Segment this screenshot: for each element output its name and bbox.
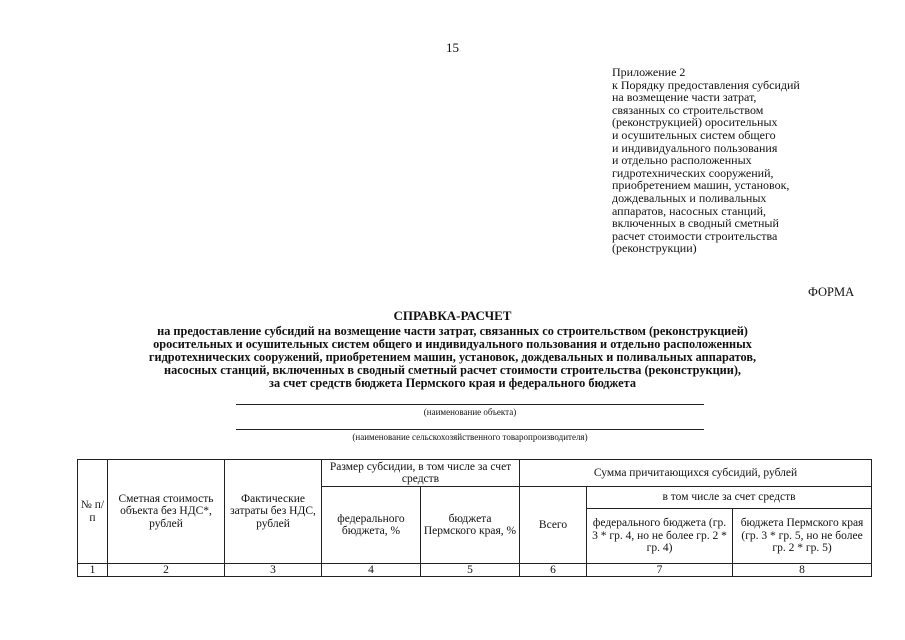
subtitle-line: на предоставление субсидий на возмещение части затрат, связанных со строительством (реконструкцией) [157, 324, 748, 338]
header-regional-amount: бюджета Пермского края (гр. 3 * гр. 5, но не более гр. 2 * гр. 5) [733, 509, 872, 564]
appendix-line: и осушительных систем общего [612, 127, 776, 142]
column-number: 3 [225, 564, 322, 577]
header-federal-percent: федерального бюджета, % [322, 487, 421, 564]
subtitle-line: за счет средств бюджета Пермского края и федерального бюджета [269, 376, 636, 390]
header-actual-costs: Фактические затраты без НДС, рублей [225, 460, 322, 564]
header-including-sources: в том числе за счет средств [587, 487, 872, 509]
document-subtitle [60, 325, 845, 390]
header-regional-percent: бюджета Пермского края, % [421, 487, 520, 564]
header-subsidy-size: Размер субсидии, в том числе за счет средств [322, 460, 520, 487]
header-federal-amount: федерального бюджета (гр. 3 * гр. 4, но не более гр. 2 * гр. 4) [587, 509, 733, 564]
column-number: 5 [421, 564, 520, 577]
subtitle-line: насосных станций, включенных в сводный сметный расчет стоимости строительства (реконструкции), [163, 363, 741, 377]
column-number: 6 [520, 564, 587, 577]
form-label: ФОРМА [808, 285, 855, 299]
header-subsidy-sum: Сумма причитающихся субсидий, рублей [520, 460, 872, 487]
appendix-line: дождевальных и поливальных [612, 190, 767, 205]
column-number-row [78, 564, 872, 577]
column-number: 4 [322, 564, 421, 577]
appendix-line: и индивидуального пользования [612, 140, 778, 155]
column-number: 2 [108, 564, 225, 577]
appendix-line: расчет стоимости строительства [612, 228, 778, 243]
header-estimated-cost: Сметная стоимость объекта без НДС*, рублей [108, 460, 225, 564]
appendix-block [612, 66, 892, 255]
header-total: Всего [520, 487, 587, 564]
page-number: 15 [446, 40, 459, 55]
appendix-line: Приложение 2 [612, 65, 686, 79]
appendix-line: (реконструкцией) оросительных [612, 115, 778, 130]
appendix-line: и отдельно расположенных [612, 153, 752, 168]
document-title: СПРАВКА-РАСЧЕТ [393, 308, 512, 323]
appendix-line: включенных в сводный сметный [612, 216, 779, 231]
appendix-line: аппаратов, насосных станций, [612, 203, 767, 218]
column-number: 7 [587, 564, 733, 577]
subtitle-line: гидротехнических сооружений, приобретением машин, установок, дождевальных и поливальных аппаратов, [148, 350, 757, 364]
column-number: 1 [78, 564, 108, 577]
subtitle-line: оросительных и осушительных систем общего и индивидуального пользования и отдельно расположенных [153, 337, 752, 351]
appendix-line: к Порядку предоставления субсидий [612, 77, 800, 92]
producer-name-line [236, 429, 704, 430]
appendix-line: гидротехнических сооружений, [612, 165, 774, 180]
subsidy-table [77, 459, 872, 577]
appendix-line: приобретением машин, установок, [612, 178, 790, 193]
column-number: 8 [733, 564, 872, 577]
appendix-line: (реконструкции) [612, 241, 697, 256]
object-name-line [236, 404, 704, 405]
appendix-line: на возмещение части затрат, [612, 90, 757, 105]
header-number: № п/п [78, 460, 108, 564]
object-name-caption: (наименование объекта) [423, 407, 517, 417]
appendix-line: связанных со строительством [612, 102, 764, 117]
producer-name-caption: (наименование сельскохозяйственного товаропроизводителя) [352, 432, 588, 442]
